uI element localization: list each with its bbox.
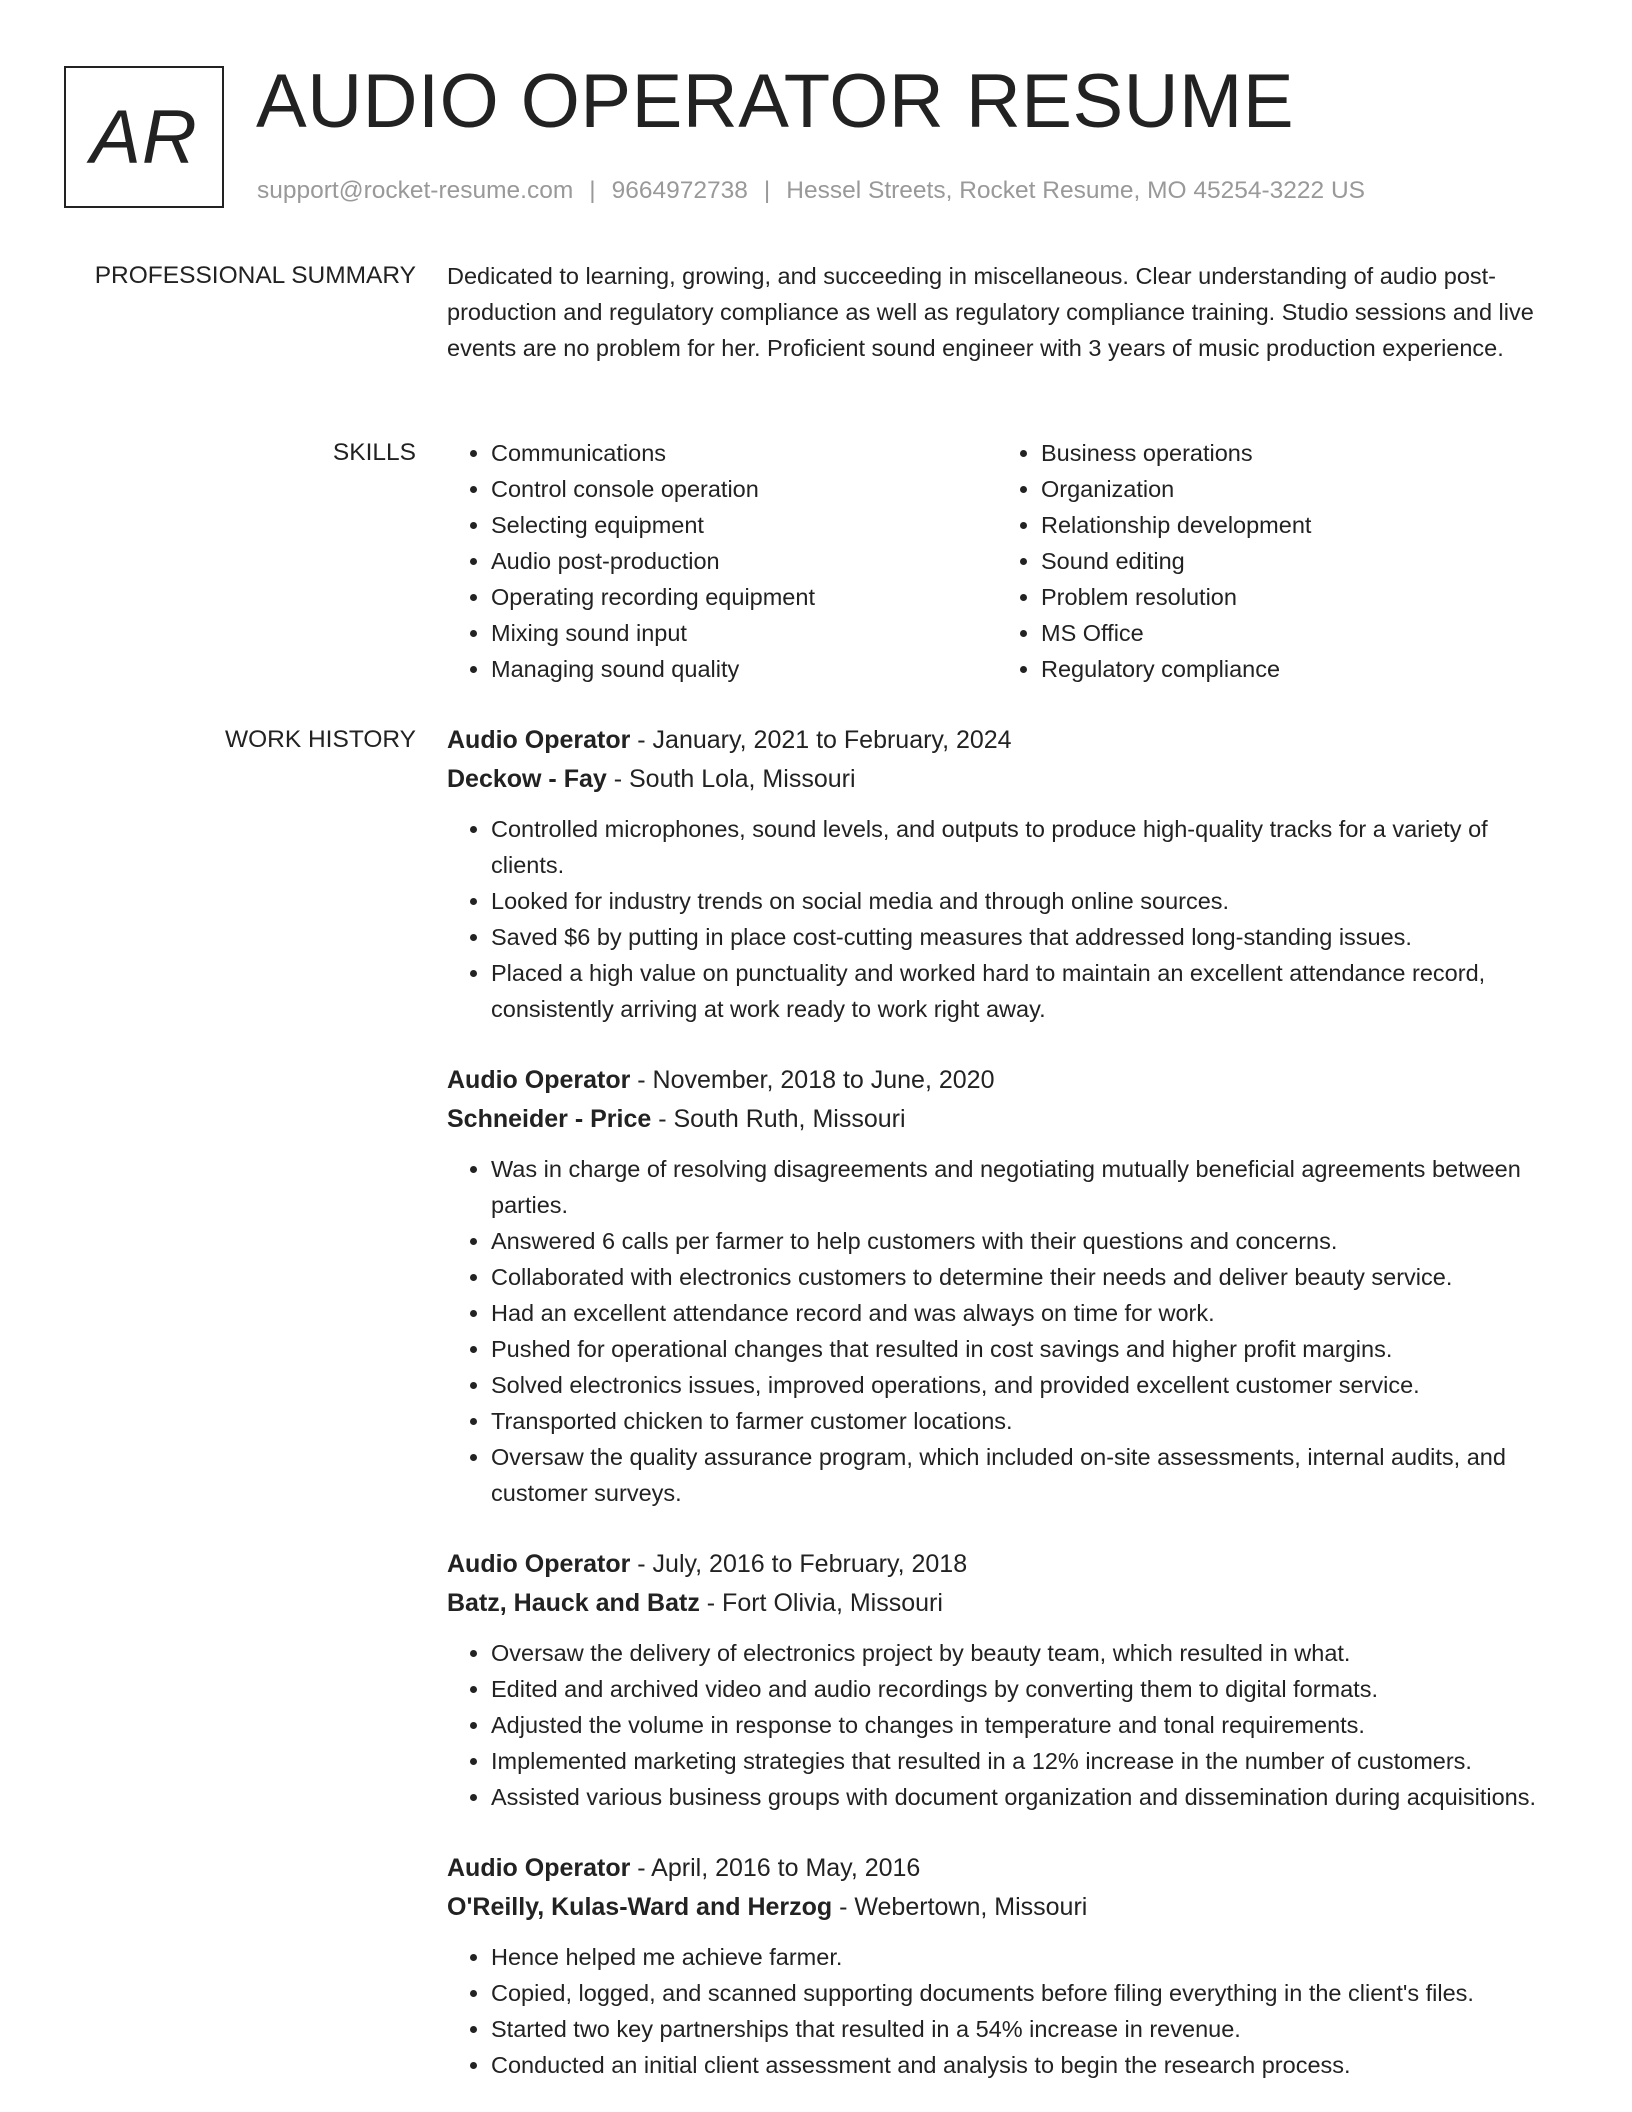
skill-item: • Selecting equipment bbox=[491, 507, 997, 543]
job-bullet: • Saved $6 by putting in place cost-cutting measures that addressed long-standing issues. bbox=[491, 919, 1567, 955]
job-bullet: • Transported chicken to farmer customer locations. bbox=[491, 1403, 1567, 1439]
job-company-line bbox=[447, 1584, 1567, 1623]
skills-column-left bbox=[447, 435, 997, 687]
skill-item: • Mixing sound input bbox=[491, 615, 997, 651]
work-history-section bbox=[447, 721, 1567, 2112]
job-bullet: • Answered 6 calls per farmer to help customers with their questions and concerns. bbox=[491, 1223, 1567, 1259]
job-location: - Webertown, Missouri bbox=[832, 1893, 1088, 1921]
job-title-line bbox=[447, 721, 1567, 760]
job-bullet: • Hence helped me achieve farmer. bbox=[491, 1939, 1567, 1975]
job-entry bbox=[447, 1849, 1567, 2083]
monogram-initials: AR bbox=[90, 94, 198, 180]
skill-item: • MS Office bbox=[1041, 615, 1547, 651]
skill-item: • Sound editing bbox=[1041, 543, 1547, 579]
contact-separator: | bbox=[589, 177, 596, 204]
skill-item: • Regulatory compliance bbox=[1041, 651, 1547, 687]
job-entry bbox=[447, 1545, 1567, 1815]
skill-item: • Business operations bbox=[1041, 435, 1547, 471]
skill-item: • Operating recording equipment bbox=[491, 579, 997, 615]
job-bullet: • Placed a high value on punctuality and worked hard to maintain an excellent attendance record, consistently arriving at work ready to work right away. bbox=[491, 955, 1567, 1027]
job-bullet: • Pushed for operational changes that resulted in cost savings and higher profit margins. bbox=[491, 1331, 1567, 1367]
contact-phone[interactable]: 9664972738 bbox=[611, 177, 748, 204]
contact-address: Hessel Streets, Rocket Resume, MO 45254-3222 US bbox=[786, 177, 1366, 204]
skill-item: • Communications bbox=[491, 435, 997, 471]
job-bullet: • Conducted an initial client assessment and analysis to begin the research process. bbox=[491, 2047, 1567, 2083]
monogram-logo bbox=[64, 66, 224, 208]
job-dates: - January, 2021 to February, 2024 bbox=[630, 726, 1012, 754]
job-company-line bbox=[447, 1888, 1567, 1927]
job-bullet-list bbox=[447, 1635, 1567, 1815]
skill-item: • Audio post-production bbox=[491, 543, 997, 579]
job-title: Audio Operator bbox=[447, 1854, 631, 1882]
skills-column-right bbox=[997, 435, 1547, 687]
job-location: - South Lola, Missouri bbox=[606, 765, 856, 793]
skill-item: • Control console operation bbox=[491, 471, 997, 507]
job-company: O'Reilly, Kulas-Ward and Herzog bbox=[447, 1893, 833, 1921]
job-bullet: • Looked for industry trends on social media and through online sources. bbox=[491, 883, 1567, 919]
job-title: Audio Operator bbox=[447, 726, 631, 754]
job-title-line bbox=[447, 1849, 1567, 1888]
summary-section bbox=[447, 258, 1567, 366]
summary-text: Dedicated to learning, growing, and succeeding in miscellaneous. Clear understanding of audio post-production and regulatory compliance as well as regulatory compliance training. Studio sessions and live events are no problem for her. Proficient sound engineer with 3 years of music production experience. bbox=[447, 263, 1534, 361]
job-bullet: • Implemented marketing strategies that resulted in a 12% increase in the number of customers. bbox=[491, 1743, 1567, 1779]
job-dates: - November, 2018 to June, 2020 bbox=[630, 1066, 995, 1094]
job-bullet: • Was in charge of resolving disagreements and negotiating mutually beneficial agreements between parties. bbox=[491, 1151, 1567, 1223]
job-company-line bbox=[447, 760, 1567, 799]
job-bullet: • Collaborated with electronics customers to determine their needs and deliver beauty service. bbox=[491, 1259, 1567, 1295]
job-bullet: • Oversaw the quality assurance program, which included on-site assessments, internal audits, and customer surveys. bbox=[491, 1439, 1567, 1511]
job-company: Batz, Hauck and Batz bbox=[447, 1589, 700, 1617]
job-entry bbox=[447, 1061, 1567, 1511]
job-bullet: • Controlled microphones, sound levels, and outputs to produce high-quality tracks for a variety of clients. bbox=[491, 811, 1567, 883]
job-title-line bbox=[447, 1545, 1567, 1584]
job-title: Audio Operator bbox=[447, 1550, 631, 1578]
job-company: Schneider - Price bbox=[447, 1105, 652, 1133]
skill-item: • Problem resolution bbox=[1041, 579, 1547, 615]
job-bullet: • Adjusted the volume in response to changes in temperature and tonal requirements. bbox=[491, 1707, 1567, 1743]
job-title-line bbox=[447, 1061, 1567, 1100]
job-entry bbox=[447, 721, 1567, 1027]
contact-separator: | bbox=[763, 177, 771, 204]
summary-heading: PROFESSIONAL SUMMARY bbox=[94, 262, 416, 289]
job-bullet: • Oversaw the delivery of electronics project by beauty team, which resulted in what. bbox=[491, 1635, 1567, 1671]
job-bullet-list bbox=[447, 1939, 1567, 2083]
contact-line bbox=[257, 175, 1365, 207]
job-location: - South Ruth, Missouri bbox=[651, 1105, 906, 1133]
contact-email[interactable]: support@rocket-resume.com bbox=[257, 177, 574, 204]
job-bullet: • Started two key partnerships that resulted in a 54% increase in revenue. bbox=[491, 2011, 1567, 2047]
job-dates: - April, 2016 to May, 2016 bbox=[630, 1854, 921, 1882]
job-bullet: • Copied, logged, and scanned supporting documents before filing everything in the client's files. bbox=[491, 1975, 1567, 2011]
work-history-heading: WORK HISTORY bbox=[224, 726, 416, 753]
resume-title: AUDIO OPERATOR RESUME bbox=[256, 59, 1295, 144]
job-bullet-list bbox=[447, 1151, 1567, 1511]
skills-section bbox=[447, 435, 1567, 687]
job-location: - Fort Olivia, Missouri bbox=[699, 1589, 943, 1617]
job-company: Deckow - Fay bbox=[447, 765, 607, 793]
skill-item: • Managing sound quality bbox=[491, 651, 997, 687]
job-bullet: • Assisted various business groups with document organization and dissemination during acquisitions. bbox=[491, 1779, 1567, 1815]
skill-item: • Organization bbox=[1041, 471, 1547, 507]
job-bullet: • Had an excellent attendance record and was always on time for work. bbox=[491, 1295, 1567, 1331]
job-bullet: • Solved electronics issues, improved operations, and provided excellent customer service. bbox=[491, 1367, 1567, 1403]
job-bullet-list bbox=[447, 811, 1567, 1027]
job-dates: - July, 2016 to February, 2018 bbox=[630, 1550, 968, 1578]
skills-grid bbox=[447, 435, 1567, 687]
job-company-line bbox=[447, 1100, 1567, 1139]
job-title: Audio Operator bbox=[447, 1066, 631, 1094]
job-bullet: • Edited and archived video and audio recordings by converting them to digital formats. bbox=[491, 1671, 1567, 1707]
skill-item: • Relationship development bbox=[1041, 507, 1547, 543]
skills-heading: SKILLS bbox=[332, 439, 416, 466]
